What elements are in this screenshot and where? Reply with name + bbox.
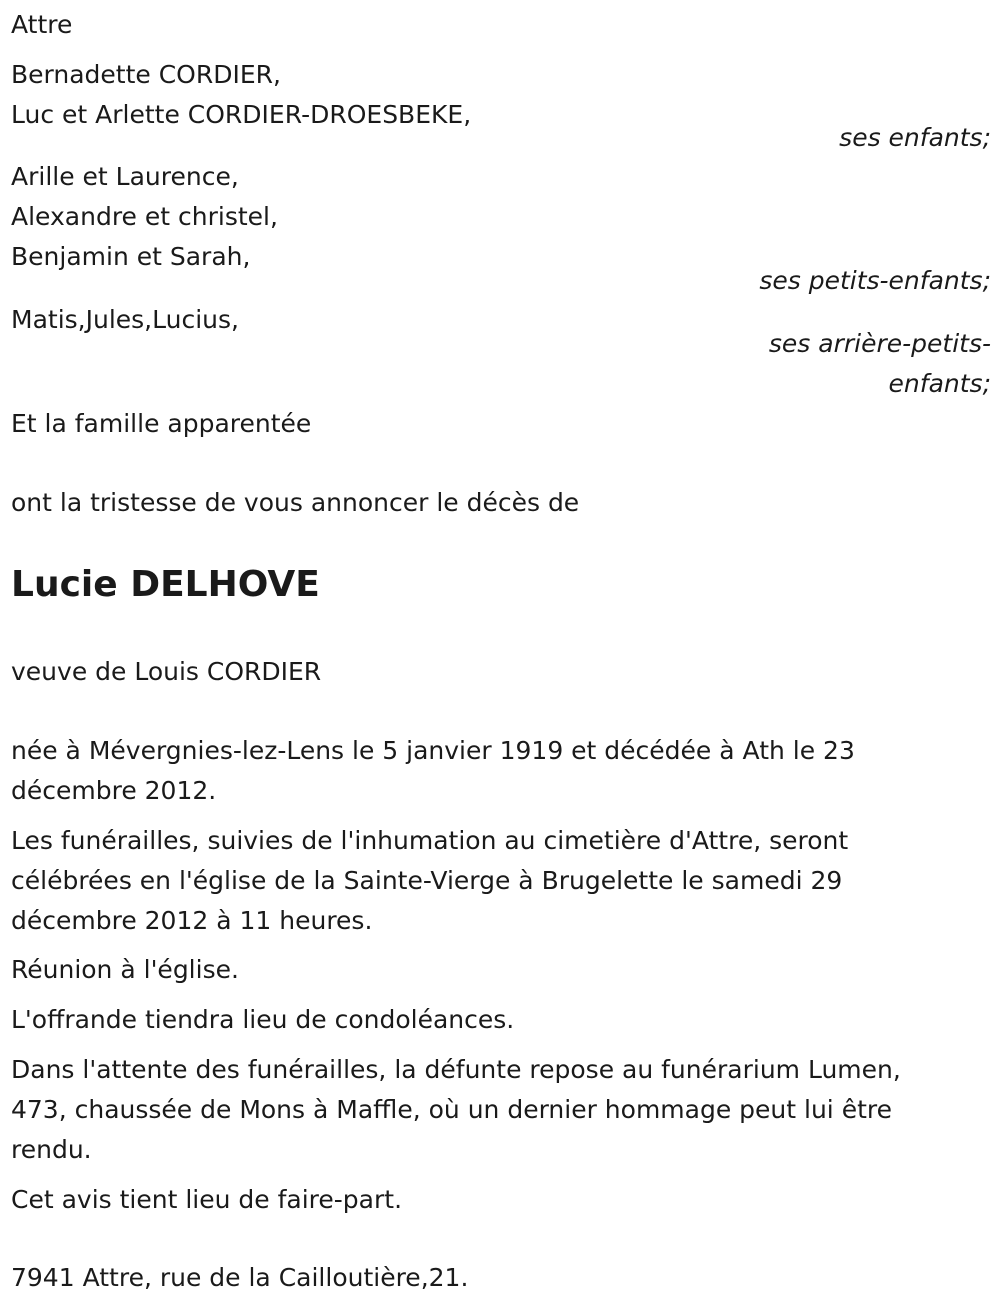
family-line: Et la famille apparentée bbox=[11, 409, 312, 438]
widow-of: veuve de Louis CORDIER bbox=[11, 657, 322, 686]
funeral-line: Les funérailles, suivies de l'inhumation au cimetière d'Attre, seront bbox=[11, 826, 849, 855]
child-name: Bernadette CORDIER, bbox=[11, 60, 281, 89]
grandchild-names: Benjamin et Sarah, bbox=[11, 242, 251, 271]
children-role: ses enfants; bbox=[839, 123, 991, 152]
great-grandchildren-role: enfants; bbox=[888, 369, 991, 398]
deceased-name: Lucie DELHOVE bbox=[11, 564, 320, 605]
birth-death-line: née à Mévergnies-lez-Lens le 5 janvier 1919 et décédée à Ath le 23 bbox=[11, 736, 855, 765]
meeting-line: Réunion à l'église. bbox=[11, 955, 239, 984]
repose-line: Dans l'attente des funérailles, la défunte repose au funérarium Lumen, bbox=[11, 1055, 901, 1084]
funeral-line: célébrées en l'église de la Sainte-Vierge à Brugelette le samedi 29 bbox=[11, 866, 843, 895]
announcement-text: ont la tristesse de vous annoncer le décès de bbox=[11, 488, 580, 517]
address-line: 7941 Attre, rue de la Cailloutière,21. bbox=[11, 1263, 469, 1292]
offering-line: L'offrande tiendra lieu de condoléances. bbox=[11, 1005, 515, 1034]
grandchild-names: Alexandre et christel, bbox=[11, 202, 278, 231]
repose-line: 473, chaussée de Mons à Maffle, où un dernier hommage peut lui être bbox=[11, 1095, 892, 1124]
great-grandchildren-role: ses arrière-petits- bbox=[768, 329, 991, 358]
notice-line: Cet avis tient lieu de faire-part. bbox=[11, 1185, 403, 1214]
great-grandchild-names: Matis,Jules,Lucius, bbox=[11, 305, 239, 334]
funeral-line: décembre 2012 à 11 heures. bbox=[11, 906, 373, 935]
grandchildren-role: ses petits-enfants; bbox=[759, 266, 991, 295]
child-name: Luc et Arlette CORDIER-DROESBEKE, bbox=[11, 100, 472, 129]
birth-death-line: décembre 2012. bbox=[11, 776, 217, 805]
repose-line: rendu. bbox=[11, 1135, 92, 1164]
location: Attre bbox=[11, 10, 73, 39]
grandchild-names: Arille et Laurence, bbox=[11, 162, 239, 191]
